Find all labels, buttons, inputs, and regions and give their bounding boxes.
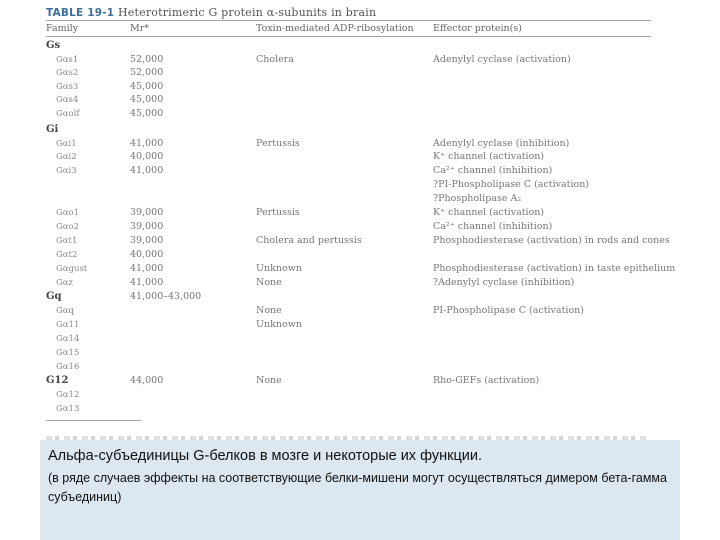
effector-cell: Ca²⁺ channel (inhibition) [433, 221, 553, 232]
mr-cell: 40,000 [130, 249, 164, 260]
toxin-cell: None [256, 305, 282, 316]
family-cell: Gαi3 [56, 166, 77, 176]
effector-cell: K⁺ channel (activation) [433, 207, 545, 218]
family-cell: Gα13 [56, 404, 80, 414]
family-cell: Gq [46, 291, 62, 302]
family-cell: Gαt1 [56, 236, 78, 246]
family-cell: Gi [46, 124, 59, 135]
mr-cell: 39,000 [130, 235, 164, 246]
family-cell: Gαs2 [56, 68, 79, 78]
family-cell: Gαgust [56, 264, 88, 274]
mr-cell: 41,000 [130, 138, 164, 149]
toxin-cell: None [256, 277, 282, 288]
mr-cell: 44,000 [130, 375, 164, 386]
table-bottom-rule [46, 420, 141, 421]
toxin-cell: Cholera and pertussis [256, 235, 362, 246]
effector-cell: Phosphodiesterase (activation) in rods and cones [433, 235, 670, 246]
family-cell: Gαs1 [56, 55, 79, 65]
effector-cell: Adenylyl cyclase (inhibition) [433, 138, 570, 149]
caption-note: (в ряде случаев эффекты на соответствующие белки-мишени могут осуществляться димером бета-гамма субъединиц) [48, 471, 667, 504]
effector-cell: ?Phospholipase A₂ [433, 193, 522, 204]
family-cell: Gαz [56, 278, 74, 288]
toxin-cell: Cholera [256, 54, 294, 65]
caption-main: Альфа-субъединицы G-белков в мозге и некоторые их функции. [48, 448, 482, 464]
mr-cell: 52,000 [130, 54, 164, 65]
mr-cell: 41,000 [130, 277, 164, 288]
toxin-cell: Unknown [256, 319, 302, 330]
family-cell: Gαs4 [56, 95, 79, 105]
mr-cell: 45,000 [130, 94, 164, 105]
mr-cell: 52,000 [130, 67, 164, 78]
table-title [46, 6, 376, 19]
effector-cell: Phosphodiesterase (activation) in taste epithelium [433, 263, 676, 274]
family-cell: Gαolf [56, 109, 80, 119]
header-effector: Effector protein(s) [433, 23, 522, 34]
header-mr: Mr* [130, 23, 150, 34]
mr-cell: 45,000 [130, 108, 164, 119]
effector-cell: Ca²⁺ channel (inhibition) [433, 165, 553, 176]
family-cell: Gαs3 [56, 82, 79, 92]
mr-cell: 41,000 [130, 263, 164, 274]
header-family: Family [46, 23, 79, 34]
effector-cell: K⁺ channel (activation) [433, 151, 545, 162]
family-cell: Gαi1 [56, 139, 77, 149]
table-title-text: Heterotrimeric G protein α-subunits in brain [117, 6, 377, 19]
family-cell: Gαo2 [56, 222, 80, 232]
table-label: TABLE 19-1 [46, 7, 115, 19]
mr-cell: 39,000 [130, 221, 164, 232]
family-cell: Gα14 [56, 334, 80, 344]
toxin-cell: None [256, 375, 282, 386]
family-cell: Gαi2 [56, 152, 77, 162]
toxin-cell: Unknown [256, 263, 302, 274]
effector-cell: PI-Phospholipase C (activation) [433, 305, 584, 316]
mr-cell: 39,000 [130, 207, 164, 218]
family-cell: Gα11 [56, 320, 80, 330]
header-toxin: Toxin-mediated ADP-ribosylation [256, 23, 414, 34]
mr-cell: 45,000 [130, 81, 164, 92]
mr-cell: 41,000–43,000 [130, 291, 202, 302]
family-cell: Gs [46, 40, 61, 51]
toxin-cell: Pertussis [256, 207, 300, 218]
mr-cell: 40,000 [130, 151, 164, 162]
table-header-rule [46, 36, 651, 37]
effector-cell: Adenylyl cyclase (activation) [433, 54, 571, 65]
effector-cell: Rho-GEFs (activation) [433, 375, 540, 386]
family-cell: Gαt2 [56, 250, 78, 260]
family-cell: Gα12 [56, 390, 80, 400]
effector-cell: ?PI-Phospholipase C (activation) [433, 179, 590, 190]
family-cell: Gαq [56, 306, 74, 316]
family-cell: Gα16 [56, 362, 80, 372]
effector-cell: ?Adenylyl cyclase (inhibition) [433, 277, 575, 288]
family-cell: Gα15 [56, 348, 80, 358]
mr-cell: 41,000 [130, 165, 164, 176]
caption-box [40, 440, 680, 540]
family-cell: G12 [46, 375, 69, 386]
table-top-rule [46, 20, 651, 21]
toxin-cell: Pertussis [256, 138, 300, 149]
family-cell: Gαo1 [56, 208, 80, 218]
